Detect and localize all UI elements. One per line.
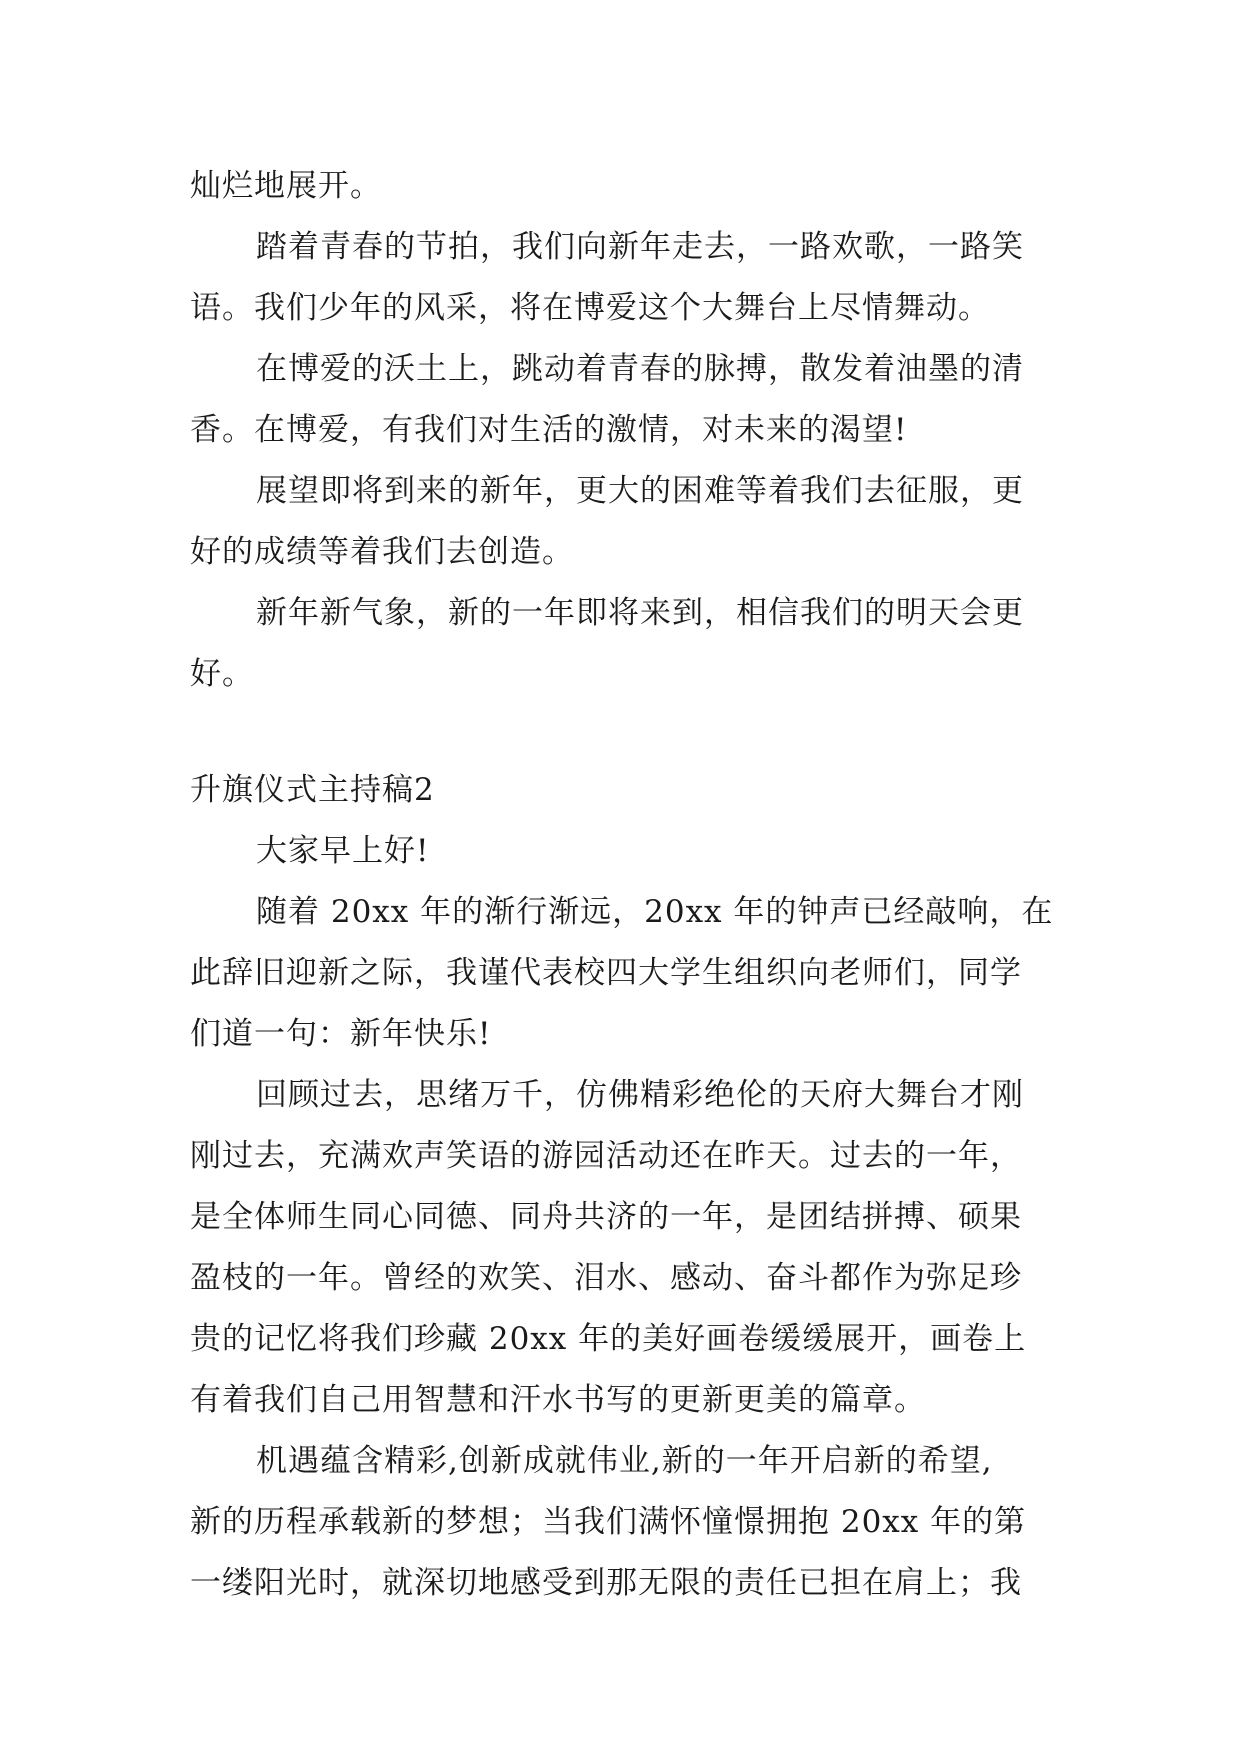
paragraph-line: 刚过去，充满欢声笑语的游园活动还在昨天。过去的一年， bbox=[190, 1138, 1022, 1174]
paragraph-line: 贵的记忆将我们珍藏 20xx 年的美好画卷缓缓展开，画卷上 bbox=[190, 1321, 1027, 1357]
paragraph-line: 踏着青春的节拍，我们向新年走去，一路欢歌，一路笑 bbox=[256, 229, 1024, 265]
section-gap bbox=[190, 705, 1050, 760]
paragraph-line: 新年新气象，新的一年即将来到，相信我们的明天会更 bbox=[256, 595, 1024, 631]
greeting-line: 大家早上好! bbox=[256, 833, 430, 869]
paragraph-line: 有着我们自己用智慧和汗水书写的更新更美的篇章。 bbox=[190, 1382, 926, 1418]
paragraph-line: 机遇蕴含精彩,创新成就伟业,新的一年开启新的希望, bbox=[256, 1443, 993, 1479]
paragraph-line: 好的成绩等着我们去创造。 bbox=[190, 534, 574, 570]
paragraph-line: 在博爱的沃土上，跳动着青春的脉搏，散发着油墨的清 bbox=[256, 351, 1024, 387]
paragraph-line: 展望即将到来的新年，更大的困难等着我们去征服，更 bbox=[256, 473, 1024, 509]
section-title: 升旗仪式主持稿2 bbox=[190, 772, 435, 808]
document-body bbox=[190, 156, 1054, 1614]
paragraph-line: 香。在博爱，有我们对生活的激情，对未来的渴望! bbox=[190, 412, 908, 448]
paragraph-line: 盈枝的一年。曾经的欢笑、泪水、感动、奋斗都作为弥足珍 bbox=[190, 1260, 1022, 1296]
paragraph-line: 回顾过去，思绪万千，仿佛精彩绝伦的天府大舞台才刚 bbox=[256, 1077, 1024, 1113]
paragraph-line: 新的历程承载新的梦想；当我们满怀憧憬拥抱 20xx 年的第 bbox=[190, 1504, 1027, 1540]
paragraph-line: 们道一句：新年快乐! bbox=[190, 1016, 492, 1052]
paragraph-line: 灿烂地展开。 bbox=[190, 168, 382, 204]
paragraph-line: 好。 bbox=[190, 656, 254, 692]
paragraph-line: 随着 20xx 年的渐行渐远，20xx 年的钟声已经敲响，在 bbox=[256, 894, 1054, 930]
paragraph-line: 是全体师生同心同德、同舟共济的一年，是团结拼搏、硕果 bbox=[190, 1199, 1022, 1235]
paragraph-line: 一缕阳光时，就深切地感受到那无限的责任已担在肩上；我 bbox=[190, 1565, 1022, 1601]
paragraph-line: 语。我们少年的风采，将在博爱这个大舞台上尽情舞动。 bbox=[190, 290, 990, 326]
paragraph-line: 此辞旧迎新之际，我谨代表校四大学生组织向老师们，同学 bbox=[190, 955, 1022, 991]
